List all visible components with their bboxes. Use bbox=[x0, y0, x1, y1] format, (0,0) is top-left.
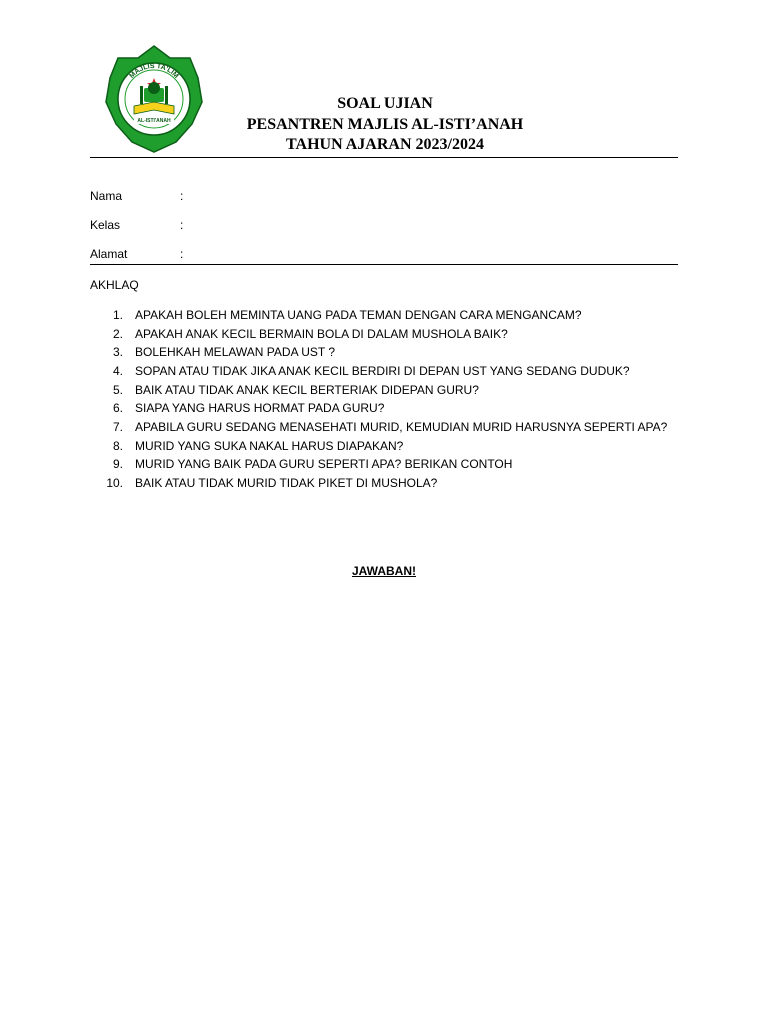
question-number: 9. bbox=[112, 457, 123, 472]
header-divider bbox=[90, 157, 678, 158]
question-number: 5. bbox=[112, 382, 123, 397]
institution-name: PESANTREN MAJLIS AL-ISTI’ANAH bbox=[246, 115, 524, 133]
question-number: 10. bbox=[106, 475, 123, 490]
question-number: 1. bbox=[112, 308, 123, 322]
name-colon: : bbox=[180, 189, 184, 203]
question-item bbox=[90, 455, 690, 474]
question-text: APAKAH ANAK KECIL BERMAIN BOLA DI DALAM MUSHOLA BAIK? bbox=[135, 326, 508, 341]
name-field bbox=[90, 189, 183, 203]
question-text: BOLEHKAH MELAWAN PADA UST ? bbox=[135, 345, 336, 360]
logo-minaret-left-icon bbox=[140, 86, 143, 104]
logo-bottom-text: AL-ISTI'ANAH bbox=[137, 118, 171, 124]
question-item bbox=[90, 381, 690, 400]
question-text: APABILA GURU SEDANG MENASEHATI MURID, KEMUDIAN MURID HARUSNYA SEPERTI APA? bbox=[135, 419, 668, 434]
question-number: 4. bbox=[112, 363, 123, 378]
question-text: MURID YANG BAIK PADA GURU SEPERTI APA? BERIKAN CONTOH bbox=[135, 457, 513, 472]
majlis-talim-logo bbox=[104, 44, 204, 154]
question-text: MURID YANG SUKA NAKAL HARUS DIAPAKAN? bbox=[135, 438, 404, 453]
name-label: Nama bbox=[90, 189, 123, 203]
address-field bbox=[90, 247, 183, 261]
question-list bbox=[90, 306, 690, 493]
question-item bbox=[90, 343, 690, 362]
class-field bbox=[90, 218, 183, 232]
question-item bbox=[90, 362, 690, 381]
address-label: Alamat bbox=[90, 247, 128, 261]
logo-dome-icon bbox=[148, 82, 160, 94]
question-item bbox=[90, 325, 690, 344]
exam-title: SOAL UJIAN bbox=[337, 95, 433, 112]
identity-divider bbox=[90, 264, 678, 265]
question-text: APAKAH BOLEH MEMINTA UANG PADA TEMAN DENGAN CARA MENGANCAM? bbox=[135, 308, 582, 322]
question-number: 3. bbox=[112, 345, 123, 360]
class-label: Kelas bbox=[90, 218, 121, 232]
question-item bbox=[90, 399, 690, 418]
academic-year: TAHUN AJARAN 2023/2024 bbox=[286, 136, 484, 153]
question-item bbox=[90, 306, 690, 325]
question-number: 7. bbox=[112, 419, 123, 434]
question-text: SIAPA YANG HARUS HORMAT PADA GURU? bbox=[135, 401, 385, 416]
logo-minaret-right-icon bbox=[165, 86, 168, 104]
question-number: 6. bbox=[112, 401, 123, 416]
logo-top-text: MAJLIS TA'LIM bbox=[128, 62, 180, 80]
question-text: BAIK ATAU TIDAK ANAK KECIL BERTERIAK DIDEPAN GURU? bbox=[135, 382, 479, 397]
question-item bbox=[90, 418, 690, 437]
question-number: 2. bbox=[112, 326, 123, 341]
question-item bbox=[90, 437, 690, 456]
section-title: AKHLAQ bbox=[90, 278, 139, 292]
question-item bbox=[90, 474, 690, 493]
question-text: SOPAN ATAU TIDAK JIKA ANAK KECIL BERDIRI DI DEPAN UST YANG SEDANG DUDUK? bbox=[135, 363, 630, 378]
document-header bbox=[190, 94, 580, 156]
class-colon: : bbox=[180, 218, 184, 232]
answer-heading: JAWABAN! bbox=[351, 564, 416, 578]
question-number: 8. bbox=[112, 438, 123, 453]
address-colon: : bbox=[180, 247, 184, 261]
question-text: BAIK ATAU TIDAK MURID TIDAK PIKET DI MUSHOLA? bbox=[135, 475, 438, 490]
